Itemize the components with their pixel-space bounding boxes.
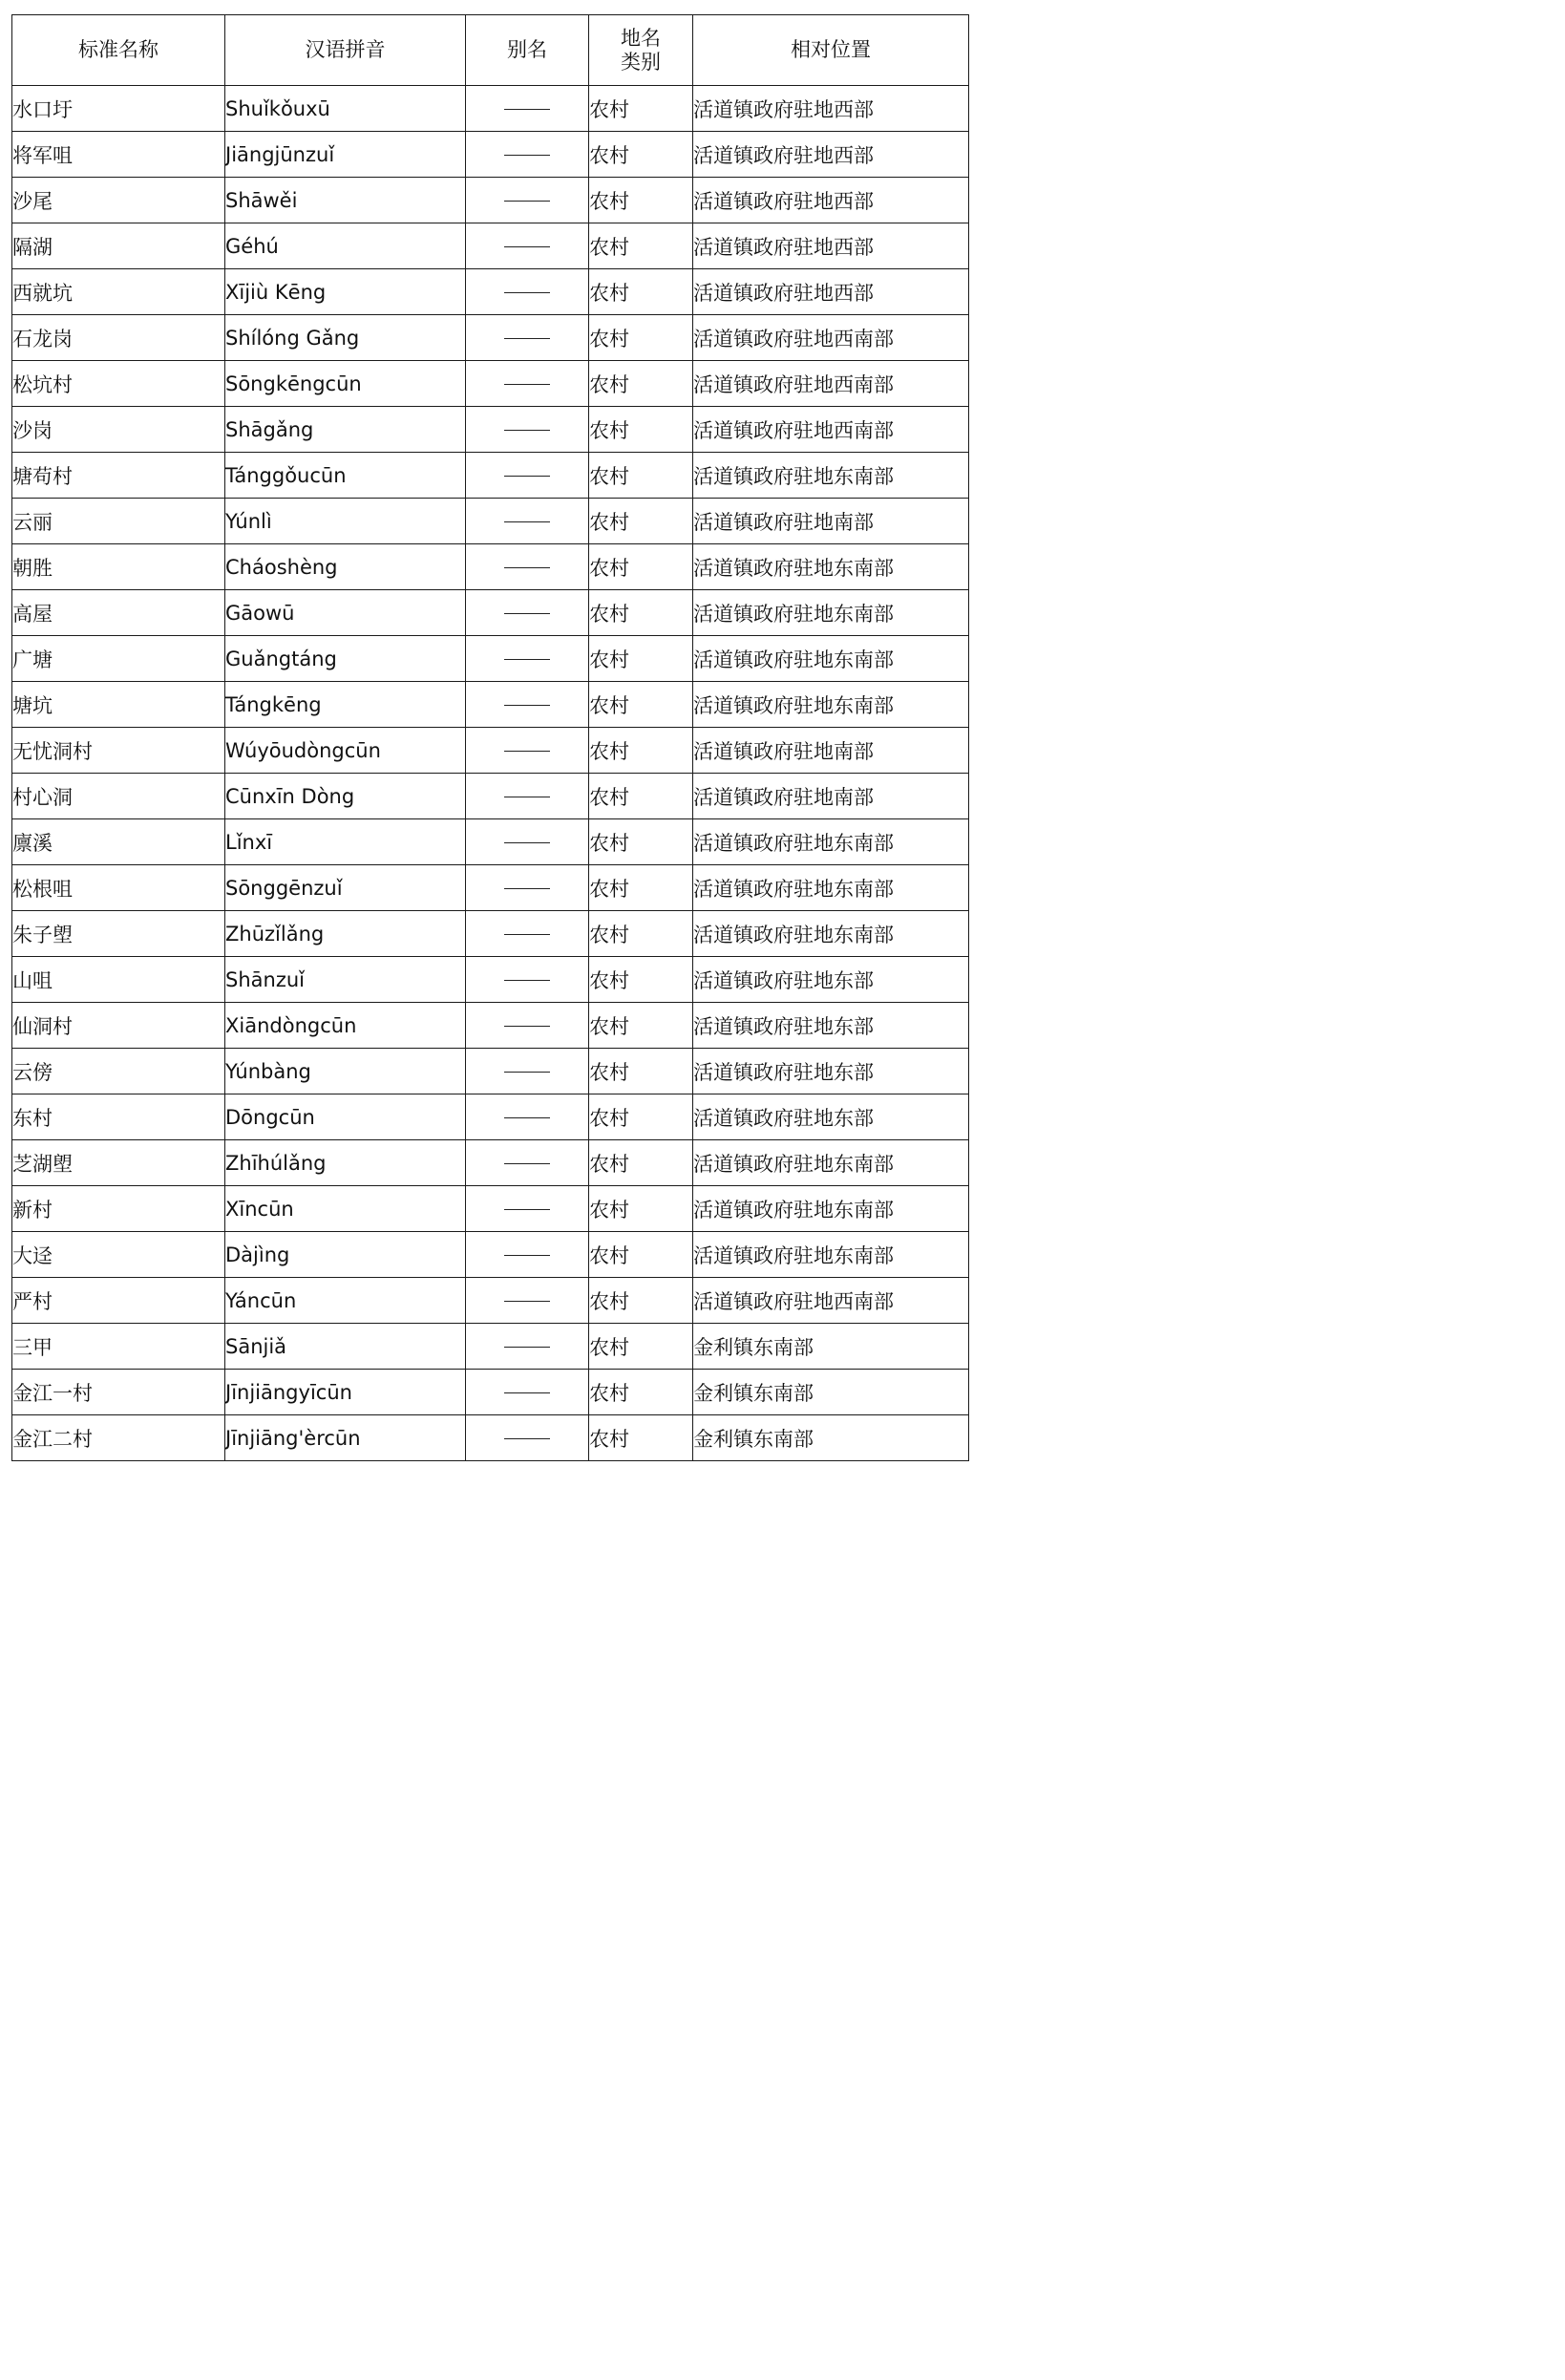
cell-alias [466,499,589,544]
cell-relative-location: 活道镇政府驻地南部 [693,499,969,544]
cell-relative-location: 活道镇政府驻地东部 [693,957,969,1003]
cell-pinyin: Yúnbàng [225,1049,466,1094]
cell-alias [466,315,589,361]
cell-alias [466,453,589,499]
cell-alias [466,682,589,728]
cell-standard-name: 金江一村 [12,1370,225,1415]
cell-relative-location: 活道镇政府驻地东南部 [693,1186,969,1232]
cell-alias [466,223,589,269]
cell-alias [466,1094,589,1140]
cell-pinyin: Sōnggēnzuǐ [225,865,466,911]
cell-standard-name: 松根咀 [12,865,225,911]
table-row [12,178,969,223]
alias-dash [504,338,550,339]
alias-dash [504,521,550,522]
table-row [12,1232,969,1278]
cell-place-type: 农村 [589,453,693,499]
cell-place-type: 农村 [589,178,693,223]
cell-relative-location: 活道镇政府驻地南部 [693,728,969,774]
cell-alias [466,407,589,453]
cell-place-type: 农村 [589,728,693,774]
table-row [12,1003,969,1049]
cell-relative-location: 活道镇政府驻地西南部 [693,1278,969,1324]
cell-pinyin: Xīncūn [225,1186,466,1232]
cell-place-type: 农村 [589,590,693,636]
alias-dash [504,934,550,935]
cell-pinyin: Wúyōudòngcūn [225,728,466,774]
cell-alias [466,361,589,407]
cell-standard-name: 朱子塱 [12,911,225,957]
cell-pinyin: Xiāndòngcūn [225,1003,466,1049]
cell-place-type: 农村 [589,957,693,1003]
header-alias: 别名 [466,15,589,86]
cell-standard-name: 芝湖塱 [12,1140,225,1186]
alias-dash [504,659,550,660]
alias-dash [504,292,550,293]
table-row [12,590,969,636]
cell-pinyin: Tángkēng [225,682,466,728]
cell-standard-name: 水口圩 [12,86,225,132]
cell-relative-location: 活道镇政府驻地东南部 [693,1232,969,1278]
table-row [12,315,969,361]
table-row [12,453,969,499]
table-row [12,1415,969,1461]
cell-standard-name: 朝胜 [12,544,225,590]
alias-dash [504,751,550,752]
cell-standard-name: 云傍 [12,1049,225,1094]
cell-alias [466,728,589,774]
cell-place-type: 农村 [589,1278,693,1324]
table-row [12,957,969,1003]
cell-place-type: 农村 [589,86,693,132]
cell-standard-name: 严村 [12,1278,225,1324]
alias-dash [504,1209,550,1210]
cell-place-type: 农村 [589,1140,693,1186]
cell-pinyin: Zhūzǐlǎng [225,911,466,957]
header-place-type-line2: 类别 [621,50,661,74]
cell-pinyin: Tánggǒucūn [225,453,466,499]
cell-standard-name: 隔湖 [12,223,225,269]
cell-relative-location: 活道镇政府驻地东南部 [693,911,969,957]
cell-standard-name: 塘坑 [12,682,225,728]
table-row [12,1278,969,1324]
cell-pinyin: Shuǐkǒuxū [225,86,466,132]
cell-relative-location: 活道镇政府驻地西部 [693,86,969,132]
cell-place-type: 农村 [589,1370,693,1415]
cell-alias [466,1232,589,1278]
cell-pinyin: Shāgǎng [225,407,466,453]
table-row [12,682,969,728]
header-relative-location: 相对位置 [693,15,969,86]
cell-standard-name: 高屋 [12,590,225,636]
cell-alias [466,1278,589,1324]
alias-dash [504,842,550,843]
cell-pinyin: Yáncūn [225,1278,466,1324]
alias-dash [504,1255,550,1256]
cell-pinyin: Yúnlì [225,499,466,544]
cell-pinyin: Zhīhúlǎng [225,1140,466,1186]
cell-standard-name: 沙岗 [12,407,225,453]
table-row [12,774,969,819]
cell-alias [466,1186,589,1232]
table-row [12,1370,969,1415]
cell-relative-location: 活道镇政府驻地东南部 [693,1140,969,1186]
alias-dash [504,1301,550,1302]
cell-place-type: 农村 [589,1049,693,1094]
cell-pinyin: Jiāngjūnzuǐ [225,132,466,178]
cell-place-type: 农村 [589,499,693,544]
table-row [12,86,969,132]
header-place-type-line1: 地名 [621,27,661,51]
cell-alias [466,819,589,865]
table-row [12,269,969,315]
alias-dash [504,155,550,156]
cell-standard-name: 山咀 [12,957,225,1003]
cell-relative-location: 活道镇政府驻地东部 [693,1003,969,1049]
cell-place-type: 农村 [589,1186,693,1232]
alias-dash [504,109,550,110]
cell-standard-name: 沙尾 [12,178,225,223]
cell-pinyin: Cūnxīn Dòng [225,774,466,819]
alias-dash [504,1026,550,1027]
alias-dash [504,888,550,889]
cell-place-type: 农村 [589,911,693,957]
cell-standard-name: 石龙岗 [12,315,225,361]
alias-dash [504,1117,550,1118]
cell-alias [466,911,589,957]
table-row [12,865,969,911]
cell-alias [466,1140,589,1186]
cell-place-type: 农村 [589,544,693,590]
cell-standard-name: 廪溪 [12,819,225,865]
cell-relative-location: 活道镇政府驻地东南部 [693,819,969,865]
cell-place-type: 农村 [589,361,693,407]
alias-dash [504,980,550,981]
cell-relative-location: 活道镇政府驻地西部 [693,223,969,269]
cell-relative-location: 金利镇东南部 [693,1415,969,1461]
cell-standard-name: 三甲 [12,1324,225,1370]
cell-place-type: 农村 [589,315,693,361]
table-row [12,499,969,544]
cell-standard-name: 东村 [12,1094,225,1140]
cell-standard-name: 金江二村 [12,1415,225,1461]
cell-place-type: 农村 [589,1415,693,1461]
alias-dash [504,430,550,431]
cell-standard-name: 村心洞 [12,774,225,819]
cell-pinyin: Dàjìng [225,1232,466,1278]
table-row [12,911,969,957]
cell-alias [466,1003,589,1049]
cell-place-type: 农村 [589,682,693,728]
table-row [12,636,969,682]
cell-place-type: 农村 [589,1324,693,1370]
cell-standard-name: 无忧洞村 [12,728,225,774]
cell-relative-location: 金利镇东南部 [693,1370,969,1415]
page [0,0,978,1483]
cell-pinyin: Géhú [225,223,466,269]
cell-relative-location: 活道镇政府驻地西南部 [693,361,969,407]
cell-alias [466,1049,589,1094]
cell-standard-name: 塘苟村 [12,453,225,499]
cell-pinyin: Cháoshèng [225,544,466,590]
alias-dash [504,1163,550,1164]
cell-alias [466,132,589,178]
cell-alias [466,636,589,682]
cell-alias [466,269,589,315]
cell-standard-name: 云丽 [12,499,225,544]
cell-relative-location: 活道镇政府驻地东部 [693,1094,969,1140]
cell-place-type: 农村 [589,132,693,178]
table-row [12,728,969,774]
table-row [12,223,969,269]
cell-relative-location: 活道镇政府驻地东南部 [693,865,969,911]
cell-standard-name: 将军咀 [12,132,225,178]
table-row [12,361,969,407]
cell-pinyin: Gāowū [225,590,466,636]
cell-pinyin: Jīnjiāng'èrcūn [225,1415,466,1461]
cell-relative-location: 活道镇政府驻地东南部 [693,636,969,682]
cell-place-type: 农村 [589,819,693,865]
table-row [12,1324,969,1370]
cell-place-type: 农村 [589,774,693,819]
cell-relative-location: 活道镇政府驻地西南部 [693,315,969,361]
alias-dash [504,1438,550,1439]
cell-alias [466,1415,589,1461]
cell-relative-location: 活道镇政府驻地东部 [693,1049,969,1094]
table-row [12,819,969,865]
alias-dash [504,1392,550,1393]
cell-relative-location: 活道镇政府驻地东南部 [693,682,969,728]
cell-place-type: 农村 [589,407,693,453]
cell-pinyin: Xījiù Kēng [225,269,466,315]
table-row [12,1094,969,1140]
alias-dash [504,613,550,614]
cell-relative-location: 活道镇政府驻地东南部 [693,590,969,636]
cell-place-type: 农村 [589,865,693,911]
cell-alias [466,1370,589,1415]
header-row [12,15,969,86]
cell-relative-location: 活道镇政府驻地南部 [693,774,969,819]
cell-pinyin: Guǎngtáng [225,636,466,682]
cell-relative-location: 活道镇政府驻地西部 [693,132,969,178]
cell-relative-location: 活道镇政府驻地东南部 [693,453,969,499]
cell-standard-name: 新村 [12,1186,225,1232]
cell-alias [466,957,589,1003]
cell-standard-name: 松坑村 [12,361,225,407]
cell-pinyin: Sānjiǎ [225,1324,466,1370]
cell-alias [466,86,589,132]
cell-place-type: 农村 [589,269,693,315]
alias-dash [504,246,550,247]
header-standard-name: 标准名称 [12,15,225,86]
table-row [12,1186,969,1232]
alias-dash [504,1072,550,1073]
cell-relative-location: 金利镇东南部 [693,1324,969,1370]
cell-place-type: 农村 [589,636,693,682]
alias-dash [504,567,550,568]
table-body [12,86,969,1461]
cell-standard-name: 仙洞村 [12,1003,225,1049]
alias-dash [504,384,550,385]
cell-alias [466,178,589,223]
alias-dash [504,201,550,202]
cell-standard-name: 广塘 [12,636,225,682]
cell-alias [466,1324,589,1370]
cell-place-type: 农村 [589,1232,693,1278]
cell-alias [466,544,589,590]
cell-alias [466,774,589,819]
cell-relative-location: 活道镇政府驻地东南部 [693,544,969,590]
table-row [12,1140,969,1186]
cell-pinyin: Sōngkēngcūn [225,361,466,407]
cell-pinyin: Shāwěi [225,178,466,223]
table-row [12,132,969,178]
header-pinyin: 汉语拼音 [225,15,466,86]
cell-standard-name: 西就坑 [12,269,225,315]
cell-standard-name: 大迳 [12,1232,225,1278]
alias-dash [504,705,550,706]
cell-pinyin: Lǐnxī [225,819,466,865]
table-row [12,1049,969,1094]
place-name-table [11,14,969,1461]
header-place-type [589,15,693,86]
cell-pinyin: Shílóng Gǎng [225,315,466,361]
cell-place-type: 农村 [589,223,693,269]
table-row [12,544,969,590]
cell-relative-location: 活道镇政府驻地西部 [693,178,969,223]
alias-dash [504,1347,550,1348]
table-row [12,407,969,453]
cell-relative-location: 活道镇政府驻地西南部 [693,407,969,453]
cell-pinyin: Shānzuǐ [225,957,466,1003]
cell-pinyin: Dōngcūn [225,1094,466,1140]
alias-dash [504,476,550,477]
cell-place-type: 农村 [589,1094,693,1140]
cell-alias [466,590,589,636]
cell-pinyin: Jīnjiāngyīcūn [225,1370,466,1415]
cell-alias [466,865,589,911]
cell-relative-location: 活道镇政府驻地西部 [693,269,969,315]
cell-place-type: 农村 [589,1003,693,1049]
